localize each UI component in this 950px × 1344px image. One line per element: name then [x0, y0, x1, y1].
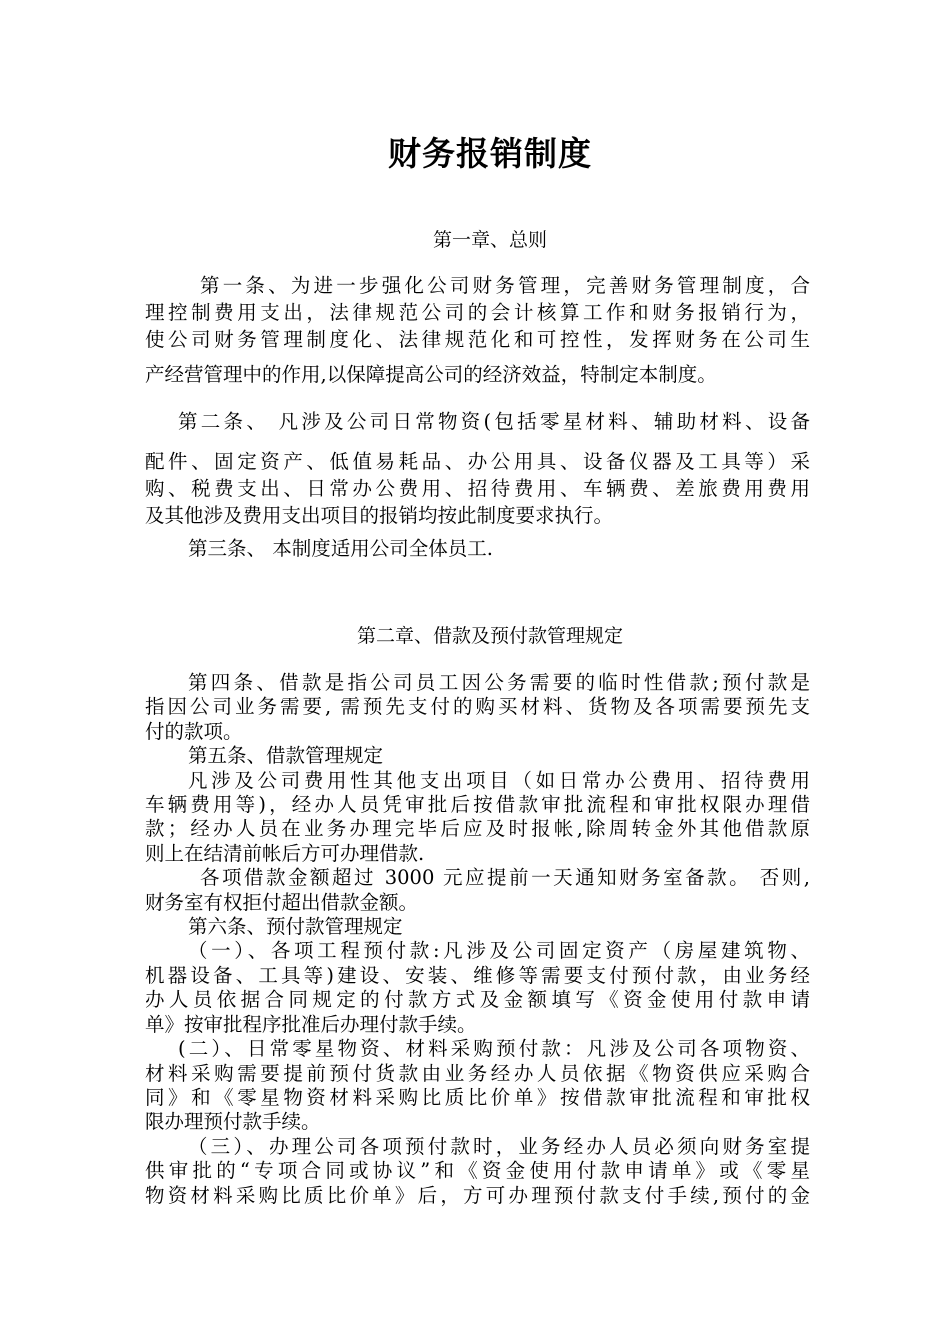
article-3 — [145, 535, 810, 562]
document-title: 财务报销制度 — [388, 134, 592, 173]
article-2-line: 购、税费支出、日常办公费用、招待费用、车辆费、差旅费用费用 — [145, 477, 810, 500]
article-2-line: 第二条、 凡涉及公司日常物资(包括零星材料、辅助材料、设备 — [178, 410, 810, 433]
chapter-1-heading: 第一章、总则 — [432, 229, 547, 251]
article-2 — [145, 408, 810, 529]
body-line: 限办理预付款手续。 — [145, 1110, 321, 1134]
article-1 — [145, 272, 810, 388]
article-1-line: 产经营管理中的作用,以保障提高公司的经济效益，特制定本制度。 — [145, 363, 717, 386]
body-line: 车辆费用等)，经办人员凭审批后按借款审批流程和审批权限办理借 — [145, 793, 810, 817]
body-line: 物资材料采购比质比价单》后，方可办理预付款支付手续,预付的金 — [145, 1183, 810, 1207]
body-line: 办人员依据合同规定的付款方式及金额填写《资金使用付款申请 — [145, 988, 810, 1012]
article-3-line: 第三条、 本制度适用公司全体员工. — [188, 537, 493, 560]
body-line: 则上在结清前帐后方可办理借款. — [145, 841, 425, 865]
chapter-2-heading: 第二章、借款及预付款管理规定 — [356, 625, 623, 647]
body-line: 付的款项。 — [145, 719, 243, 743]
body-line: （一）、各项工程预付款:凡涉及公司固定资产（房屋建筑物、 — [188, 939, 810, 963]
body-line: 财务室有权拒付超出借款金额。 — [145, 890, 419, 914]
body-line: 指因公司业务需要, 需预先支付的购买材料、货物及各项需要预先支 — [145, 695, 810, 719]
article-1-line: 第一条、为进一步强化公司财务管理，完善财务管理制度，合 — [200, 274, 810, 297]
body-line: 材料采购需要提前预付货款由业务经办人员依据《物资供应采购合 — [145, 1061, 810, 1085]
body-line: （三）、办理公司各项预付款时，业务经办人员必须向财务室提 — [188, 1134, 810, 1158]
body-line: 供审批的“专项合同或协议”和《资金使用付款申请单》或《零星 — [145, 1159, 810, 1183]
article-1-line: 使公司财务管理制度化、法律规范化和可控性，发挥财务在公司生 — [145, 328, 810, 351]
body-line: 同》和《零星物资材料采购比质比价单》按借款审批流程和审批权 — [145, 1085, 810, 1109]
chapter-2-body — [145, 671, 810, 1208]
article-2-line: 及其他涉及费用支出项目的报销均按此制度要求执行。 — [145, 504, 614, 527]
article-1-line: 理控制费用支出，法律规范公司的会计核算工作和财务报销行为， — [145, 301, 810, 324]
body-line: 第四条、借款是指公司员工因公务需要的临时性借款;预付款是 — [188, 671, 810, 694]
body-line: 凡涉及公司费用性其他支出项目（如日常办公费用、招待费用 — [188, 768, 810, 792]
body-line: 款；经办人员在业务办理完毕后应及时报帐,除周转金外其他借款原 — [145, 817, 810, 841]
body-line: 第六条、预付款管理规定 — [188, 915, 403, 939]
body-line: 机器设备、工具等)建设、安装、维修等需要支付预付款，由业务经 — [145, 963, 810, 987]
body-line: 各项借款金额超过 3000 元应提前一天通知财务室备款。 否则, — [200, 866, 810, 890]
article-2-line: 配件、固定资产、低值易耗品、办公用具、设备仪器及工具等）采 — [145, 450, 810, 473]
body-line: 第五条、借款管理规定 — [188, 744, 384, 768]
body-line: (二）、日常零星物资、材料采购预付款：凡涉及公司各项物资、 — [178, 1037, 810, 1061]
body-line: 单》按审批程序批准后办理付款手续。 — [145, 1012, 477, 1036]
